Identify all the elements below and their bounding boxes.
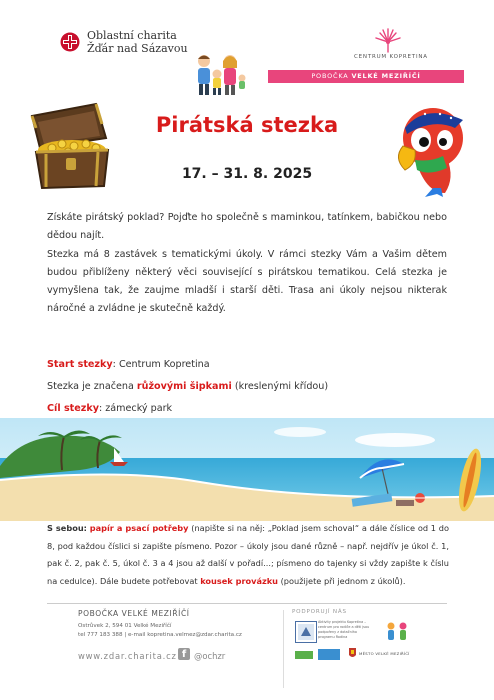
start-line <box>47 356 210 374</box>
supporter-logo-blue <box>318 649 340 660</box>
description-paragraph: Stezka má 8 zastávek s tematickými úkoly. V rámci stezky Vám a Vašim dětem budou přiblíženy některý věci související s pirátskou tematikou. Celá stezka je vymyšlena tak, že zaujme mladší i starší děti. Trasa ani úkoly nejsou nikterak náročné a zvládne je skutečně každý. <box>47 249 447 314</box>
family-illustration <box>190 52 250 96</box>
footer-facebook-link[interactable]: @ochzr <box>194 651 226 661</box>
charita-cross-logo <box>60 32 80 52</box>
event-dates: 17. – 31. 8. 2025 <box>181 166 313 182</box>
facebook-icon[interactable]: f <box>178 648 190 660</box>
supporter-city-name: MĚSTO VELKÉ MEZIŘÍČÍ <box>359 651 410 656</box>
footer-address-block <box>78 622 242 640</box>
footer-vertical-divider <box>283 610 284 688</box>
org-line-2: Žďár nad Sázavou <box>87 42 188 55</box>
beach-illustration <box>0 418 494 521</box>
marking-line <box>47 378 328 396</box>
supporter-text: Aktivity projektu Kopretina – centrum pro rodiče a děti jsou podpořeny z dotačního programu Rodina <box>318 620 370 639</box>
start-label: Start stezky <box>47 359 113 370</box>
pobocka-prefix: POBOČKA <box>311 72 352 80</box>
kopretina-flower-logo <box>362 28 414 54</box>
footer-divider <box>47 603 447 604</box>
page-title: Pirátská stezka <box>155 113 339 137</box>
footer-website-link[interactable]: www.zdar.charita.cz <box>78 651 177 661</box>
finish-value: : zámecký park <box>98 403 173 414</box>
pirate-parrot-illustration <box>385 98 473 198</box>
marking-highlight: růžovými šipkami <box>136 381 232 392</box>
supporter-logo-ministry <box>295 621 317 643</box>
intro-paragraph: Získáte pirátský poklad? Pojďte ho společně s maminkou, tatínkem, babičkou nebo dědou najít. <box>47 212 447 241</box>
supporters-label: PODPORUJÍ NÁS <box>292 609 347 615</box>
instructions-text-1: (napište si na něj: „Poklad jsem schoval“ a dále číslice od 1 do 8, pod každou číslici si zapište písmeno. Pozor – úkoly jsou dané různě – např. nejdřív je úkol č. 1, pak č. 2, pak č. 5, úkol č. 3 a 4 jsou až další v pořadí...; písmeno do tajenky si vždy zapište k číslu na cedulce). Dále budete potřebovat <box>47 523 449 586</box>
org-line-1: Oblastní charita <box>87 29 177 42</box>
finish-line <box>47 400 172 418</box>
instructions-item-paper: papír a psací potřeby <box>89 523 189 533</box>
pobocka-city: VELKÉ MEZIŘÍČÍ <box>351 72 421 80</box>
finish-label: Cíl stezky <box>47 403 99 414</box>
organization-name <box>87 29 188 55</box>
footer-address: Ostrůvek 2, 594 01 Velké Meziříčí <box>78 623 172 629</box>
footer-branch: POBOČKA VELKÉ MEZIŘÍČÍ <box>78 609 190 618</box>
marking-prefix: Stezka je značena <box>47 381 137 392</box>
instructions-paragraph <box>47 520 449 590</box>
start-value: : Centrum Kopretina <box>112 359 210 370</box>
instructions-lead: S sebou: <box>47 523 87 533</box>
marking-suffix: (kreslenými křídou) <box>231 381 329 392</box>
pobocka-label <box>268 70 464 83</box>
kopretina-label: CENTRUM KOPRETINA <box>354 54 428 60</box>
footer-contact: tel 777 183 388 | e-mail kopretina.velmez@zdar.charita.cz <box>78 632 242 638</box>
city-crest-icon <box>349 648 356 659</box>
instructions-text-2: (použijete při jednom z úkolů). <box>278 575 406 586</box>
instructions-item-string: kousek provázku <box>200 575 279 586</box>
supporter-logo-green <box>295 651 313 659</box>
supporter-logo-kids <box>383 620 411 646</box>
